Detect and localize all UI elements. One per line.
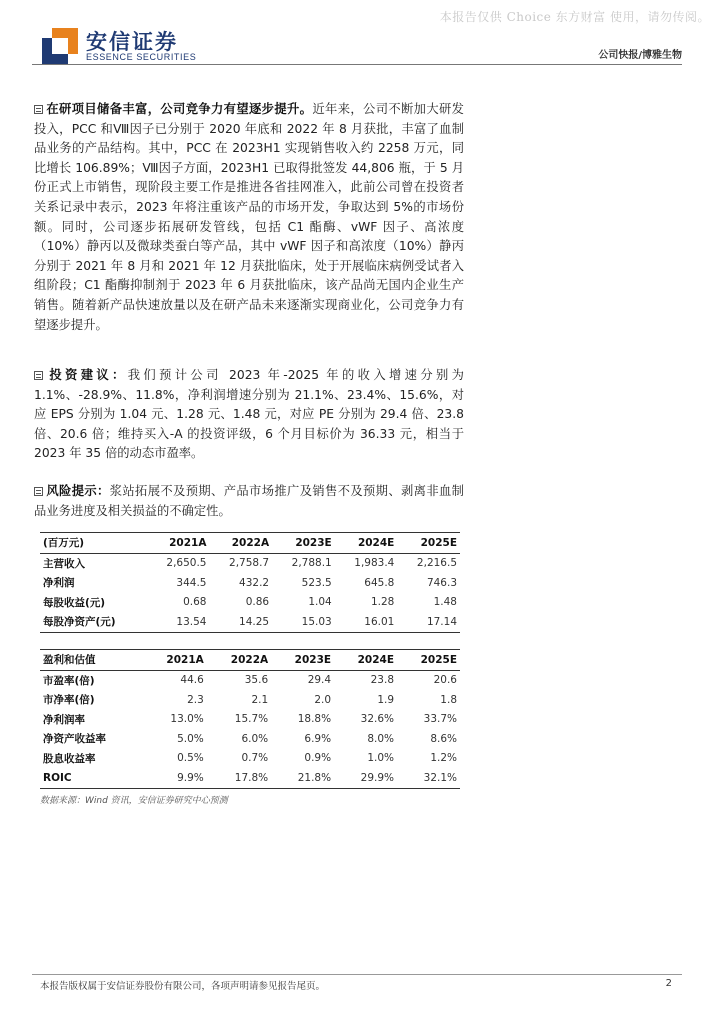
row-label: 每股收益(元) — [43, 596, 106, 609]
section-body: 浆站拓展不及预期、产品市场推广及销售不及预期、剥离非血制品业务进度及相关损益的不确定性。 — [34, 484, 464, 518]
row-label: 净资产收益率 — [43, 733, 106, 746]
table-cell: 2,650.5 — [166, 557, 207, 570]
column-header: 2024E — [357, 536, 395, 549]
table-cell: 0.86 — [245, 596, 270, 609]
table-cell: 2,788.1 — [291, 557, 332, 570]
column-header: 2022A — [231, 536, 270, 549]
table-cell: 0.68 — [183, 596, 207, 609]
table-cell: 645.8 — [364, 576, 395, 589]
row-label: 净利润率 — [43, 713, 85, 726]
table-header-row — [40, 650, 460, 671]
table-header-row — [40, 533, 460, 554]
section-bullet-icon — [34, 371, 43, 380]
table-cell: 1.48 — [433, 596, 457, 609]
table-cell: 0.5% — [177, 752, 204, 765]
row-label: 主营收入 — [43, 557, 85, 570]
table-cell: 8.0% — [367, 732, 395, 745]
report-category: 公司快报/博雅生物 — [598, 50, 682, 61]
table-cell: 1.9 — [377, 693, 395, 706]
row-label: 股息收益率 — [43, 752, 96, 765]
column-header: 2021A — [166, 653, 204, 666]
data-source-note: 数据来源：Wind 资讯，安信证券研究中心预测 — [40, 796, 228, 806]
table-row — [40, 612, 460, 632]
column-header: 2023E — [295, 536, 332, 549]
logo-mark-icon — [42, 28, 78, 64]
table-cell: 13.0% — [170, 713, 204, 726]
table-cell: 29.9% — [360, 771, 395, 784]
table-cell: 17.8% — [234, 771, 269, 784]
footer-divider — [32, 974, 682, 975]
table-cell: 16.01 — [364, 615, 395, 628]
table-cell: 33.7% — [423, 713, 457, 726]
table-cell: 44.6 — [180, 674, 204, 687]
table-cell: 35.6 — [244, 674, 269, 687]
footer-disclaimer: 本报告版权属于安信证券股份有限公司，各项声明请参见报告尾页。 — [40, 981, 326, 992]
table-cell: 6.9% — [304, 732, 332, 745]
table-cell: 15.7% — [234, 713, 269, 726]
table-cell: 32.1% — [423, 771, 457, 784]
table-cell: 0.7% — [241, 752, 269, 765]
table-cell: 8.6% — [430, 732, 457, 745]
table-row — [40, 553, 460, 573]
table-cell: 9.9% — [177, 771, 204, 784]
section-body: 我们预计公司 2023 年-2025 年的收入增速分别为 1.1%、-28.9%、11.8%，净利润增速分别为 21.1%、23.4%、15.6%，对应 EPS 分别为 1.04 元、1.28 元、1.48 元，对应 PE 分别为 29.4 倍、23.8 倍、20.6 倍；维持买入-A 的投资评级，6 个月目标价为 36.33 元，相当于 2023 年 35 倍的动态市盈率。 — [34, 368, 464, 461]
row-label: ROIC — [43, 771, 72, 784]
table-row — [40, 710, 460, 730]
section-bullet-icon — [34, 487, 43, 496]
table-row — [40, 749, 460, 769]
row-label: 市盈率(倍) — [43, 674, 95, 687]
table-cell: 17.14 — [426, 615, 457, 628]
table-row — [40, 729, 460, 749]
table-cell: 2,758.7 — [229, 557, 270, 570]
table-cell: 14.25 — [239, 615, 270, 628]
column-header: 2021A — [169, 536, 207, 549]
table-cell: 1.8 — [440, 693, 457, 706]
table-cell: 6.0% — [241, 732, 269, 745]
column-header: 2025E — [420, 536, 457, 549]
table-row — [40, 573, 460, 593]
section-risk — [34, 482, 464, 521]
table-cell: 432.2 — [239, 576, 270, 589]
section-lead: 在研项目储备丰富，公司竞争力有望逐步提升。 — [46, 102, 313, 116]
section-lead: 投资建议： — [46, 368, 128, 382]
table-cell: 2.0 — [314, 693, 332, 706]
column-header: (百万元) — [43, 537, 85, 550]
header-divider — [32, 64, 682, 65]
table-cell: 1,983.4 — [354, 557, 395, 570]
table-cell: 32.6% — [360, 713, 395, 726]
table-cell: 1.28 — [370, 596, 395, 609]
section-bullet-icon — [34, 105, 43, 114]
table-cell: 5.0% — [177, 732, 204, 745]
table-cell: 23.8 — [370, 674, 395, 687]
financial-summary-table — [40, 532, 460, 633]
table-row — [40, 593, 460, 613]
table-cell: 523.5 — [301, 576, 332, 589]
row-label: 每股净资产(元) — [43, 616, 116, 629]
company-logo — [42, 26, 232, 66]
row-label: 净利润 — [43, 577, 75, 590]
table-cell: 15.03 — [301, 615, 332, 628]
column-header: 2025E — [420, 653, 457, 666]
table-cell: 2.1 — [251, 693, 269, 706]
table-cell: 0.9% — [304, 752, 332, 765]
table-cell: 1.0% — [367, 752, 395, 765]
table-cell: 1.04 — [308, 596, 332, 609]
watermark: 本报告仅供 Choice 东方财富 使用，请勿传阅。 — [439, 10, 710, 24]
column-header: 2023E — [294, 653, 332, 666]
table-cell: 21.8% — [297, 771, 332, 784]
table-cell: 18.8% — [297, 713, 332, 726]
table-cell: 2.3 — [187, 693, 204, 706]
table-cell: 344.5 — [176, 576, 207, 589]
page-number: 2 — [665, 978, 672, 989]
section-investment — [34, 366, 464, 464]
table-row — [40, 690, 460, 710]
table-row — [40, 768, 460, 788]
table-row — [40, 670, 460, 690]
section-body: 近年来，公司不断加大研发投入，PCC 和Ⅷ因子已分别于 2020 年底和 2022 年 8 月获批，丰富了血制品业务的产品结构。其中，PCC 在 2023H1 实现销售收入约 2258 万元，同比增长 106.89%；Ⅷ因子方面，2023H1 已取得批签发 44,806 瓶，于 5 月份正式上市销售，现阶段主要工作是推进各省挂网准入，此前公司曾在投资者关系记录中表示，2023 年将注重该产品的市场开发，争取达到 5%的市场份额。同时，公司逐步拓展研发管线，包括 C1 酯酶、vWF 因子、高浓度（10%）静丙以及微球类蚕白等产品，其中 vWF 因子和高浓度（10%）静丙分别于 2021 年 8 月和 2021 年 12 月获批临床，处于开展临床病例受试者入组阶段；C1 酯酶抑制剂于 2023 年 6 月获批临床，该产品尚无国内企业生产销售。随着新产品快速放量以及在研产品未来逐渐实现商业化，公司竞争力有望逐步提升。 — [34, 102, 464, 332]
row-label: 市净率(倍) — [43, 694, 95, 707]
logo-text-en: ESSENCE SECURITIES — [86, 52, 197, 62]
logo-text-cn: 安信证券 — [86, 30, 178, 54]
table-cell: 746.3 — [426, 576, 457, 589]
table-cell: 20.6 — [433, 674, 457, 687]
section-pipeline — [34, 100, 464, 335]
table-cell: 29.4 — [307, 674, 332, 687]
valuation-table — [40, 649, 460, 789]
column-header: 2024E — [357, 653, 395, 666]
column-header: 2022A — [230, 653, 269, 666]
table-cell: 1.2% — [430, 752, 457, 765]
column-header: 盈利和估值 — [43, 654, 96, 667]
section-lead: 风险提示： — [46, 484, 110, 498]
table-cell: 2,216.5 — [416, 557, 457, 570]
table-cell: 13.54 — [176, 615, 207, 628]
